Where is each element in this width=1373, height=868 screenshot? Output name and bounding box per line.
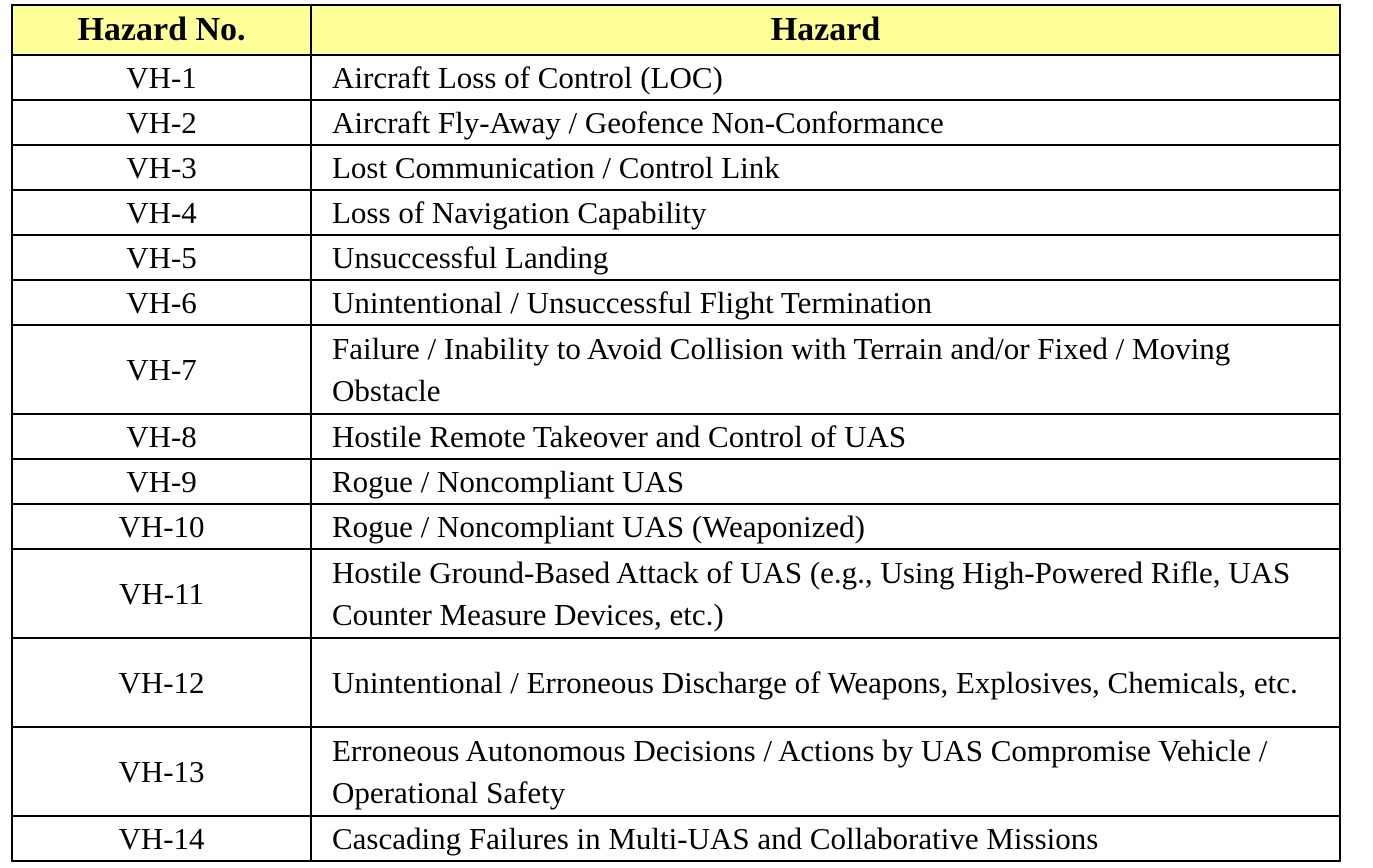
table-row [12,504,1340,549]
header-hazard-no: Hazard No. [12,5,311,55]
table-row [12,727,1340,816]
hazard-no-cell: VH-8 [12,414,311,459]
hazard-cell: Aircraft Loss of Control (LOC) [311,55,1340,100]
hazard-no-cell: VH-9 [12,459,311,504]
table-row [12,325,1340,414]
table-row [12,638,1340,727]
hazard-no-cell: VH-2 [12,100,311,145]
hazard-cell: Rogue / Noncompliant UAS [311,459,1340,504]
hazard-cell: Rogue / Noncompliant UAS (Weaponized) [311,504,1340,549]
table-row [12,235,1340,280]
table-row [12,145,1340,190]
hazard-no-cell: VH-4 [12,190,311,235]
table-row [12,816,1340,861]
table-row [12,190,1340,235]
header-hazard: Hazard [311,5,1340,55]
table-row [12,280,1340,325]
hazard-cell: Lost Communication / Control Link [311,145,1340,190]
table-row [12,100,1340,145]
hazard-cell: Hostile Remote Takeover and Control of UAS [311,414,1340,459]
hazard-cell: Hostile Ground-Based Attack of UAS (e.g., Using High-Powered Rifle, UAS Counter Measure Devices, etc.) [311,549,1340,638]
hazard-no-cell: VH-7 [12,325,311,414]
hazard-cell: Unsuccessful Landing [311,235,1340,280]
hazard-cell: Unintentional / Unsuccessful Flight Termination [311,280,1340,325]
hazard-cell: Failure / Inability to Avoid Collision with Terrain and/or Fixed / Moving Obstacle [311,325,1340,414]
table-row [12,549,1340,638]
hazard-no-cell: VH-12 [12,638,311,727]
table-row [12,459,1340,504]
hazard-no-cell: VH-1 [12,55,311,100]
hazard-cell: Erroneous Autonomous Decisions / Actions by UAS Compromise Vehicle / Operational Safety [311,727,1340,816]
hazard-no-cell: VH-10 [12,504,311,549]
table-row [12,414,1340,459]
hazard-no-cell: VH-6 [12,280,311,325]
hazard-cell: Cascading Failures in Multi-UAS and Collaborative Missions [311,816,1340,861]
hazard-cell: Unintentional / Erroneous Discharge of Weapons, Explosives, Chemicals, etc. [311,638,1340,727]
hazard-no-cell: VH-3 [12,145,311,190]
hazard-no-cell: VH-11 [12,549,311,638]
hazard-table [11,4,1341,862]
hazard-no-cell: VH-14 [12,816,311,861]
hazard-cell: Loss of Navigation Capability [311,190,1340,235]
hazard-cell: Aircraft Fly-Away / Geofence Non-Conformance [311,100,1340,145]
hazard-no-cell: VH-13 [12,727,311,816]
header-row [12,5,1340,55]
hazard-no-cell: VH-5 [12,235,311,280]
table-row [12,55,1340,100]
